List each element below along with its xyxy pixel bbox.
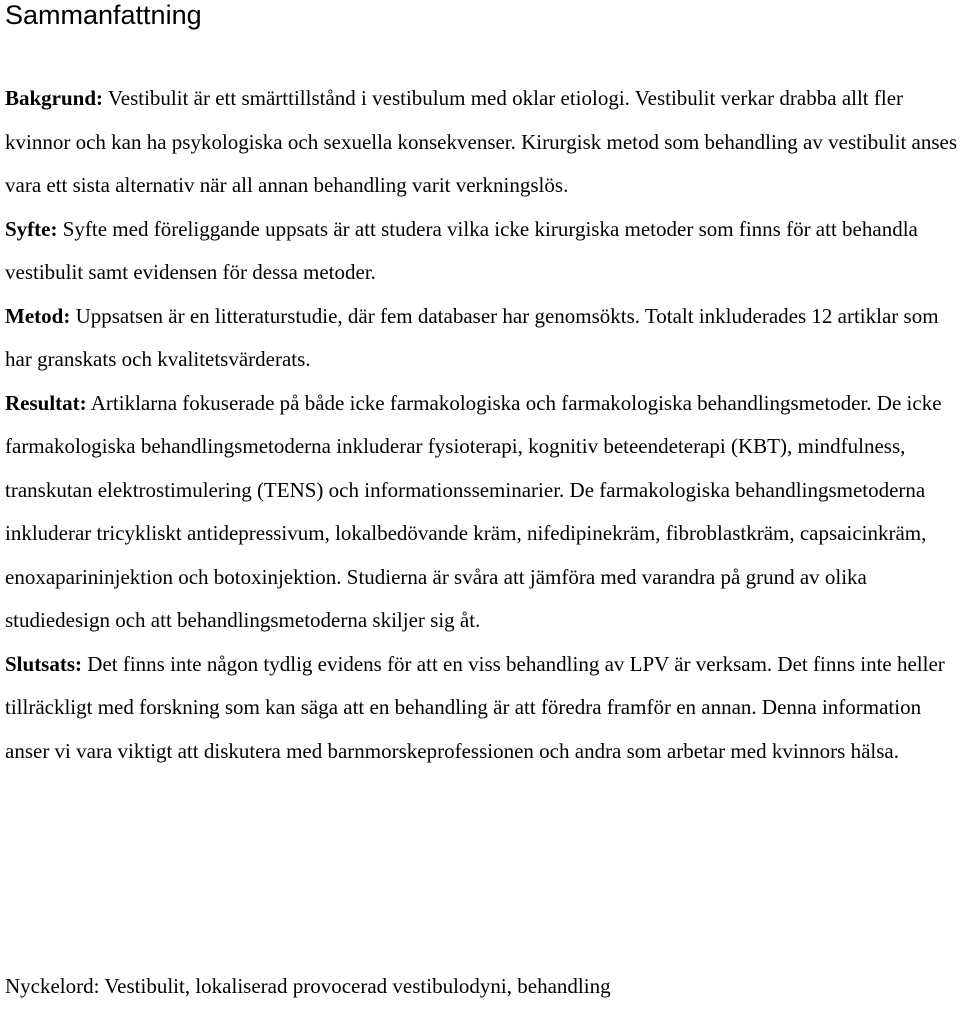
section-metod bbox=[5, 295, 960, 382]
section-text-resultat: Artiklarna fokuserade på både icke farmakologiska och farmakologiska behandlingsmetoder. De icke farmakologiska behandlingsmetoderna inkluderar fysioterapi, kognitiv beteendeterapi (KBT), mindfulness, transkutan elektrostimulering (TENS) och informationsseminarier. De farmakologiska behandlingsmetoderna inkluderar tricykliskt antidepressivum, lokalbedövande kräm, nifedipinekräm, fibroblastkräm, capsaicinkräm, enoxaparininjektion och botoxinjektion. Studierna är svåra att jämföra med varandra på grund av olika studiedesign och att behandlingsmetoderna skiljer sig åt. bbox=[5, 390, 942, 632]
section-bakgrund bbox=[5, 77, 960, 208]
section-label-bakgrund: Bakgrund: bbox=[5, 86, 104, 110]
section-slutsats bbox=[5, 643, 960, 774]
section-label-metod: Metod: bbox=[5, 303, 71, 328]
section-text-bakgrund: Vestibulit är ett smärttillstånd i vestibulum med oklar etiologi. Vestibulit verkar drabba allt fler kvinnor och kan ha psykologiska och sexuella konsekvenser. Kirurgisk metod som behandling av vestibulit anses vara ett sista alternativ när all annan behandling varit verkningslös. bbox=[5, 86, 958, 197]
section-text-slutsats: Det finns inte någon tydlig evidens för att en viss behandling av LPV är verksam. Det finns inte heller tillräckligt med forskning som kan säga att en behandling är att föredra framför en annan. Denna information anser vi vara viktigt att diskutera med barnmorskeprofessionen och andra som arbetar med kvinnors hälsa. bbox=[5, 651, 945, 763]
section-text-syfte: Syfte med föreliggande uppsats är att studera vilka icke kirurgiska metoder som finns för att behandla vestibulit samt evidensen för dessa metoder. bbox=[5, 216, 918, 284]
section-label-syfte: Syfte: bbox=[5, 216, 58, 241]
section-label-slutsats: Slutsats: bbox=[5, 651, 83, 676]
section-text-metod: Uppsatsen är en litteraturstudie, där fem databaser har genomsökts. Totalt inkluderades 12 artiklar som har granskats och kvalitetsvärderats. bbox=[5, 303, 939, 371]
section-label-resultat: Resultat: bbox=[5, 390, 87, 415]
section-syfte bbox=[5, 208, 960, 295]
page-title: Sammanfattning bbox=[5, 0, 202, 30]
section-resultat bbox=[5, 382, 960, 643]
keywords-line: Nyckelord: Vestibulit, lokaliserad provocerad vestibulodyni, behandling bbox=[5, 974, 611, 998]
abstract-body bbox=[5, 77, 960, 773]
